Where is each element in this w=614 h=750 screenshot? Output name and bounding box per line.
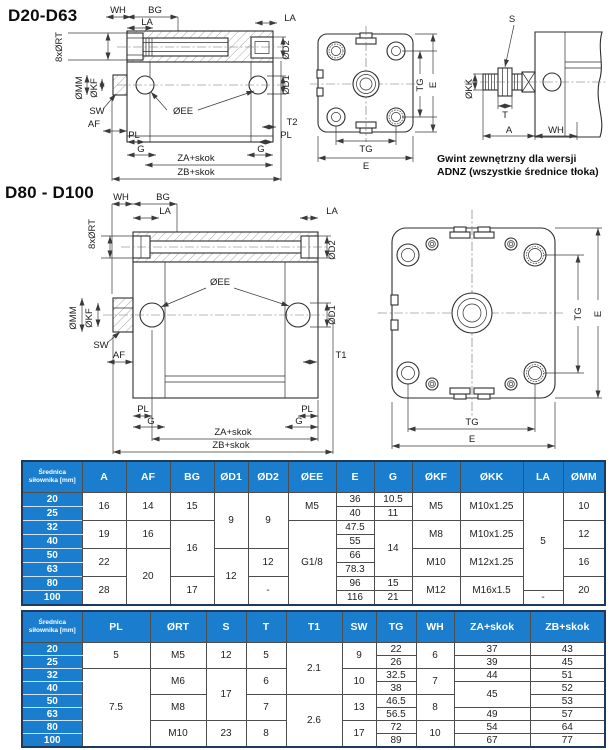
t1-32-bg: 16 [170, 521, 214, 577]
t2-50-t1: 2.6 [286, 695, 342, 748]
dim-label-tg-bottom: TG [465, 417, 479, 428]
dim-label-mm: ØMM [68, 306, 79, 330]
t2-32-tg: 32.5 [376, 669, 416, 682]
t1-80-kk: M16x1.5 [460, 577, 523, 606]
t1-50-kf: M10 [412, 549, 460, 577]
t-slot-top [454, 227, 466, 232]
t2-20-rt: M5 [150, 643, 206, 669]
t2-h-s: S [206, 611, 246, 643]
t2-25-zb: 45 [530, 656, 605, 669]
t2-32-zb: 51 [530, 669, 605, 682]
t-slot-bottom [454, 394, 466, 399]
t1-h-ee: ØEE [288, 461, 336, 493]
table2-header-row [22, 611, 605, 643]
dim-label-la-right: LA [284, 13, 296, 24]
port-boss [113, 298, 133, 332]
t1-20-d1: 9 [214, 493, 248, 549]
t2-20-s: 12 [206, 643, 246, 669]
t2-100-size: 100 [22, 734, 82, 748]
t2-32-sw: 10 [342, 669, 376, 695]
table1-header-row [22, 461, 605, 493]
dim-label-ee: ØEE [172, 106, 194, 117]
t2-h-pl: PL [82, 611, 150, 643]
t1-32-size: 32 [22, 521, 82, 535]
t1-80-g: 15 [374, 577, 412, 591]
t1-h-e: E [336, 461, 374, 493]
dim-label-wh-detail: WH [548, 125, 564, 136]
t2-80-t: 8 [246, 721, 286, 748]
dim-label-pl-left: PL [137, 404, 149, 415]
t2-100-tg: 89 [376, 734, 416, 748]
dim-label-za: ZA+skok [177, 153, 215, 164]
t2-50-sw: 13 [342, 695, 376, 721]
t2-20-wh: 6 [416, 643, 454, 669]
t2-32-rt: M6 [150, 669, 206, 695]
dim-label-wh: WH [113, 192, 129, 203]
t1-32-mm: 12 [563, 521, 605, 549]
t1-40-size: 40 [22, 535, 82, 549]
dim-label-tg-bottom: TG [359, 144, 373, 155]
t2-h-t: T [246, 611, 286, 643]
adnz-note-line2: ADNZ (wszystkie średnice tłoka) [437, 166, 599, 179]
dim-label-kf: ØKF [84, 308, 95, 328]
t1-20-g: 10.5 [374, 493, 412, 507]
t2-h-tg: TG [376, 611, 416, 643]
t2-40-za: 45 [454, 682, 530, 708]
t2-63-size: 63 [22, 708, 82, 721]
dim-label-a: A [505, 125, 513, 136]
t2-63-za: 49 [454, 708, 530, 721]
dim-label-e-side: E [593, 310, 604, 318]
t2-h-za: ZA+skok [454, 611, 530, 643]
adnz-thread-detail-drawing [456, 12, 614, 152]
t2-80-rt: M10 [150, 721, 206, 748]
t1-20-e: 36 [336, 493, 374, 507]
t2-20-zb: 43 [530, 643, 605, 656]
t1-h-d2: ØD2 [248, 461, 288, 493]
t1-63-e: 78.3 [336, 563, 374, 577]
t1-25-e: 40 [336, 507, 374, 521]
t1-25-g: 11 [374, 507, 412, 521]
t2-80-tg: 72 [376, 721, 416, 734]
t2-50-zb: 53 [530, 695, 605, 708]
table-row [22, 521, 605, 535]
t1-20-a: 16 [82, 493, 126, 521]
t2-h-zb: ZB+skok [530, 611, 605, 643]
dim-label-wh: WH [110, 5, 126, 16]
t1-63-size: 63 [22, 563, 82, 577]
cylinder-head-block [117, 31, 283, 62]
t1-20-d2: 9 [248, 493, 288, 549]
t2-25-size: 25 [22, 656, 82, 669]
table-row [22, 643, 605, 656]
t1-h-size: Średnica siłownika [mm] [22, 461, 82, 493]
t2-32-s: 17 [206, 669, 246, 721]
dim-label-d2: ØD2 [281, 40, 292, 60]
dim-label-pl-right: PL [280, 130, 292, 141]
t1-100-g: 21 [374, 591, 412, 606]
t2-20-sw: 9 [342, 643, 376, 669]
dim-label-la: LA [141, 17, 153, 28]
t1-50-d1: 12 [214, 549, 248, 606]
t2-32-size: 32 [22, 669, 82, 682]
rod-boss [452, 293, 492, 333]
t2-h-t1: T1 [286, 611, 342, 643]
t1-20-mm: 10 [563, 493, 605, 521]
t2-80-wh: 10 [416, 721, 454, 748]
cylinder-head-block [121, 232, 332, 262]
dim-label-g-left: G [147, 416, 155, 427]
t1-h-af: AF [126, 461, 170, 493]
t1-20-bg: 15 [170, 493, 214, 521]
t1-20-la: 5 [523, 493, 563, 591]
t1-20-ee: M5 [288, 493, 336, 521]
dim-label-e-bottom: E [362, 161, 370, 172]
dim-label-g-right: G [257, 144, 265, 155]
t1-50-a: 22 [82, 549, 126, 577]
t2-h-sw: SW [342, 611, 376, 643]
t1-32-af: 16 [126, 521, 170, 549]
t1-32-kf: M8 [412, 521, 460, 549]
dim-label-mm: ØMM [74, 76, 85, 100]
t2-80-s: 23 [206, 721, 246, 748]
dim-label-rt: 8xØRT [87, 219, 98, 249]
section-title-d80-d100: D80 - D100 [5, 183, 94, 202]
t1-32-g: 14 [374, 521, 412, 577]
dim-label-bg: BG [156, 192, 170, 203]
t1-h-d1: ØD1 [214, 461, 248, 493]
adnz-note [437, 153, 614, 179]
t1-50-e: 66 [336, 549, 374, 563]
t2-40-tg: 38 [376, 682, 416, 695]
dim-label-d1: ØD1 [281, 75, 292, 95]
dim-label-t1: T1 [335, 350, 347, 361]
dim-label-zb: ZB+skok [212, 440, 250, 451]
side-notch [317, 70, 323, 78]
t1-80-size: 80 [22, 577, 82, 591]
d80-front-view-drawing [350, 198, 614, 455]
t2-25-za: 39 [454, 656, 530, 669]
t1-h-mm: ØMM [563, 461, 605, 493]
adnz-note-line1: Gwint zewnętrzny dla wersji [437, 153, 577, 165]
t2-20-t: 5 [246, 643, 286, 669]
t1-20-kk: M10x1.25 [460, 493, 523, 521]
t2-20-pl: 5 [82, 643, 150, 669]
t2-32-pl: 7.5 [82, 669, 150, 748]
dim-label-la: LA [159, 206, 171, 217]
t1-h-kf: ØKF [412, 461, 460, 493]
dim-label-s: S [508, 14, 516, 25]
t2-50-wh: 8 [416, 695, 454, 721]
dim-label-t2: T2 [286, 117, 298, 128]
t1-20-kf: M5 [412, 493, 460, 521]
dim-label-pl-left: PL [128, 130, 140, 141]
dimension-table-1 [21, 460, 606, 606]
t1-40-e: 55 [336, 535, 374, 549]
t2-h-size: Średnica siłownika [mm] [22, 611, 82, 643]
t1-80-kf: M12 [412, 577, 460, 606]
t1-100-la: - [523, 591, 563, 606]
dimension-table-2 [21, 610, 606, 748]
t2-50-size: 50 [22, 695, 82, 708]
d20-front-view-drawing [305, 14, 450, 176]
t1-20-af: 14 [126, 493, 170, 521]
t1-80-bg: 17 [170, 577, 214, 606]
t1-h-g: G [374, 461, 412, 493]
rod-boss [353, 71, 379, 97]
t1-100-e: 116 [336, 591, 374, 606]
t2-100-za: 67 [454, 734, 530, 748]
section-title-d20-d63: D20-D63 [8, 6, 78, 25]
t2-20-tg: 22 [376, 643, 416, 656]
dim-label-d2: ØD2 [327, 240, 338, 260]
dim-label-la-right: LA [326, 206, 338, 217]
t-slot-top [478, 227, 490, 232]
side-notch [317, 88, 323, 96]
dim-label-sw: SW [89, 106, 105, 117]
dim-label-e-bottom: E [468, 434, 476, 445]
t1-h-bg: BG [170, 461, 214, 493]
dim-label-tg-side: TG [573, 307, 584, 321]
t1-32-kk: M10x1.25 [460, 521, 523, 549]
t2-40-zb: 52 [530, 682, 605, 695]
t1-80-d2: - [248, 577, 288, 606]
t2-20-size: 20 [22, 643, 82, 656]
dim-label-kk: ØKK [464, 78, 475, 100]
t1-80-e: 96 [336, 577, 374, 591]
t2-50-tg: 46.5 [376, 695, 416, 708]
t2-32-wh: 7 [416, 669, 454, 695]
t2-h-wh: WH [416, 611, 454, 643]
dim-label-g-left: G [137, 144, 145, 155]
t1-20-size: 20 [22, 493, 82, 507]
dim-label-za: ZA+skok [214, 427, 252, 438]
t2-80-size: 80 [22, 721, 82, 734]
dim-label-ee: ØEE [209, 277, 231, 288]
t1-h-la: LA [523, 461, 563, 493]
dim-label-d1: ØD1 [327, 305, 338, 325]
port-boss [113, 75, 127, 95]
t1-h-a: A [82, 461, 126, 493]
t1-h-kk: ØKK [460, 461, 523, 493]
dim-label-g-right: G [295, 416, 303, 427]
t2-h-rt: ØRT [150, 611, 206, 643]
t1-32-e: 47.5 [336, 521, 374, 535]
dim-label-af: AF [87, 119, 101, 130]
table-row [22, 493, 605, 507]
t-slot-bottom [478, 394, 490, 399]
t1-100-size: 100 [22, 591, 82, 606]
t1-25-size: 25 [22, 507, 82, 521]
t1-32-a: 19 [82, 521, 126, 549]
t2-50-rt: M8 [150, 695, 206, 721]
dim-label-kf: ØKF [89, 78, 100, 98]
dim-label-bg: BG [148, 5, 162, 16]
dim-label-pl-right: PL [301, 404, 313, 415]
dim-label-tg-side: TG [415, 78, 426, 92]
d80-side-section-drawing [55, 190, 350, 460]
t2-50-t: 7 [246, 695, 286, 721]
t1-80-a: 28 [82, 577, 126, 606]
t1-32-ee: G1/8 [288, 521, 336, 606]
t2-100-zb: 77 [530, 734, 605, 748]
t1-50-kk: M12x1.25 [460, 549, 523, 577]
body-edge [535, 32, 602, 137]
dim-label-zb: ZB+skok [177, 167, 215, 178]
t2-32-za: 44 [454, 669, 530, 682]
t2-25-tg: 26 [376, 656, 416, 669]
t1-50-af: 20 [126, 549, 170, 606]
t1-50-mm: 16 [563, 549, 605, 577]
t2-63-tg: 56.5 [376, 708, 416, 721]
t2-20-t1: 2.1 [286, 643, 342, 695]
dim-label-sw: SW [93, 340, 109, 351]
dim-label-t: T [502, 110, 508, 121]
t2-40-size: 40 [22, 682, 82, 695]
t2-20-za: 37 [454, 643, 530, 656]
t2-63-zb: 57 [530, 708, 605, 721]
t2-80-zb: 64 [530, 721, 605, 734]
dim-label-e-side: E [428, 81, 439, 89]
t1-80-mm: 20 [563, 577, 605, 606]
t1-50-size: 50 [22, 549, 82, 563]
side-notch [391, 320, 398, 330]
t2-80-sw: 17 [342, 721, 376, 748]
dim-label-af: AF [112, 350, 126, 361]
t2-80-za: 54 [454, 721, 530, 734]
t2-32-t: 6 [246, 669, 286, 695]
dim-label-rt: 8xØRT [54, 32, 65, 62]
d20-side-section-drawing [28, 4, 310, 184]
side-notch [391, 295, 398, 305]
t1-50-d2: 12 [248, 549, 288, 577]
